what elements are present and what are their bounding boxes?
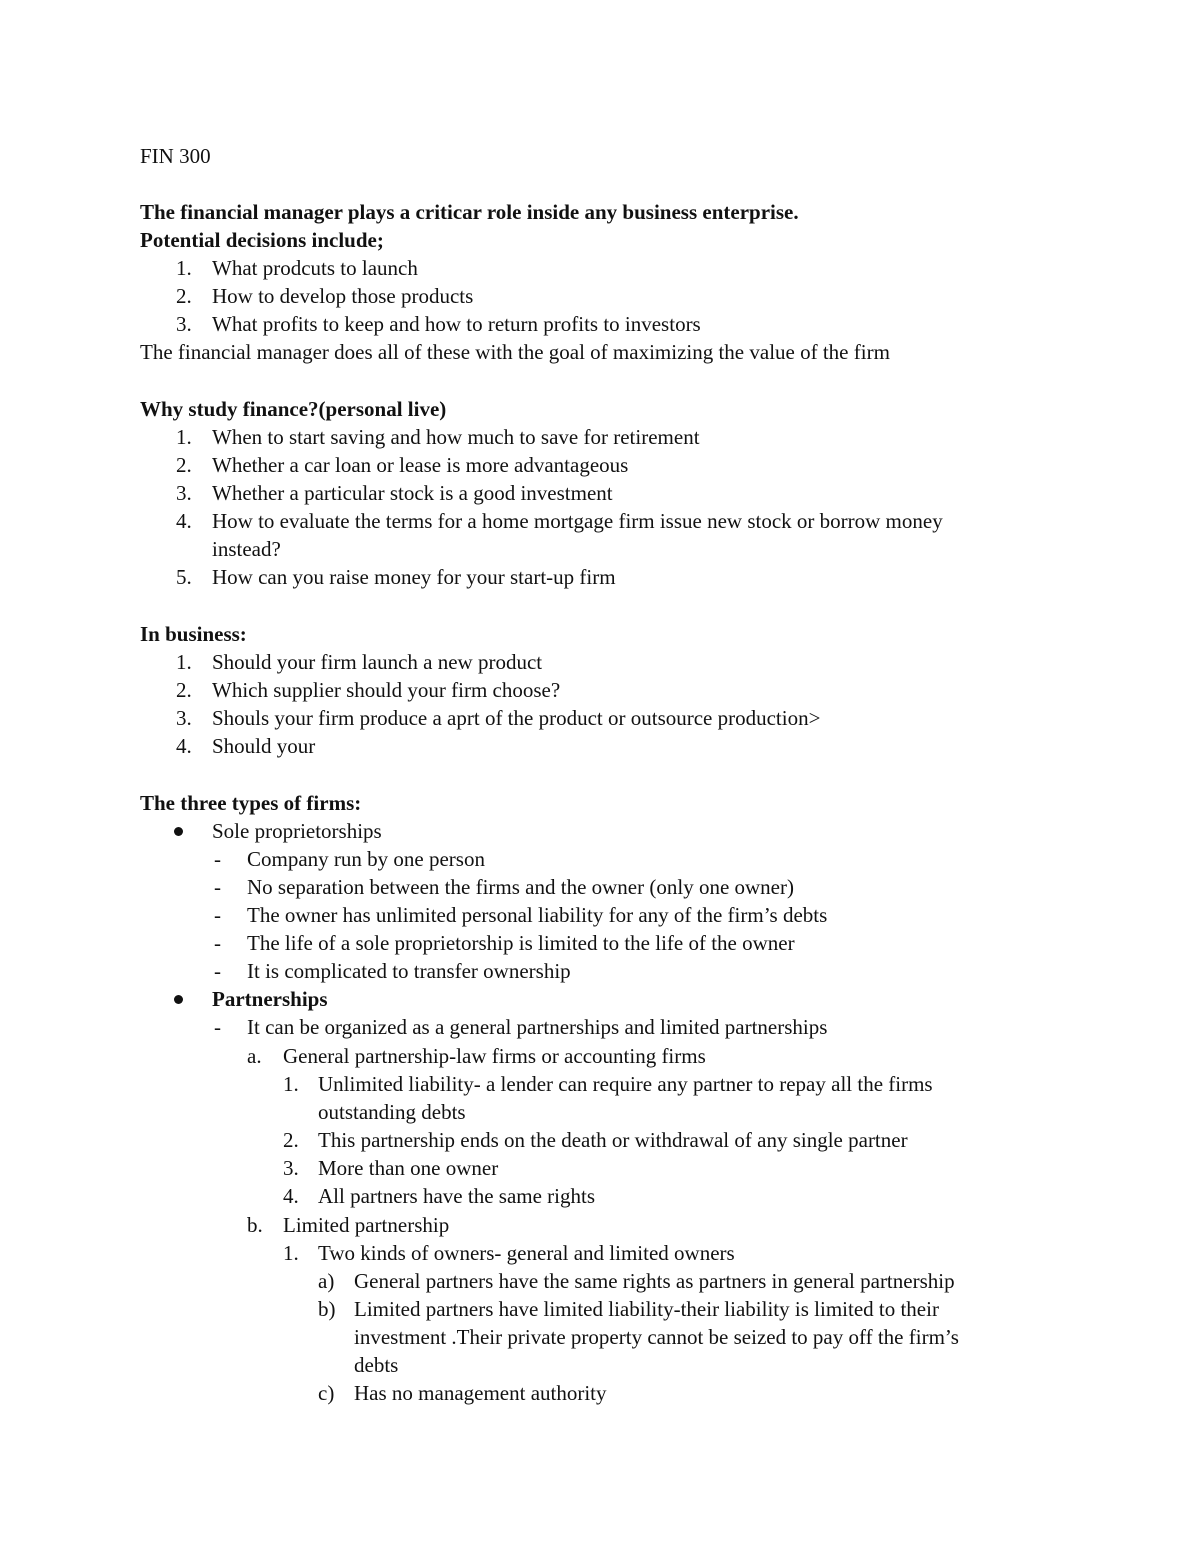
list-item: All partners have the same rights [318, 1184, 595, 1208]
list-number: 3. [176, 312, 192, 336]
list-item: What profits to keep and how to return profits to investors [212, 312, 701, 336]
intro-summary: The financial manager does all of these with the goal of maximizing the value of the firm [140, 340, 890, 364]
limited-partnership-title: Limited partnership [283, 1213, 450, 1237]
list-item: It can be organized as a general partnerships and limited partnerships [247, 1015, 828, 1039]
list-item: Should your firm launch a new product [212, 650, 543, 674]
list-item: Unlimited liability- a lender can require any partner to repay all the firms [318, 1072, 933, 1096]
list-item: Whether a car loan or lease is more advantageous [212, 453, 629, 477]
dash-marker: - [214, 903, 221, 927]
bullet-icon [174, 995, 183, 1004]
list-item-continuation: investment .Their private property cannot be seized to pay off the firm’s [354, 1325, 959, 1349]
list-item: Has no management authority [354, 1381, 607, 1405]
list-item: The owner has unlimited personal liability for any of the firm’s debts [247, 903, 828, 927]
dash-marker: - [214, 959, 221, 983]
dash-marker: - [214, 931, 221, 955]
paren-marker: b) [318, 1297, 336, 1321]
intro-heading: The financial manager plays a criticar role inside any business enterprise. [140, 200, 799, 224]
list-item-continuation: debts [354, 1353, 399, 1377]
letter-marker: a. [247, 1044, 262, 1068]
list-number: 4. [176, 734, 192, 758]
list-item: Two kinds of owners- general and limited owners [318, 1241, 735, 1265]
sole-proprietorships-title: Sole proprietorships [212, 819, 382, 843]
paren-marker: a) [318, 1269, 335, 1293]
list-item: It is complicated to transfer ownership [247, 959, 571, 983]
list-item: Shouls your firm produce a aprt of the product or outsource production> [212, 706, 821, 730]
list-item: The life of a sole proprietorship is limited to the life of the owner [247, 931, 795, 955]
list-item-continuation: outstanding debts [318, 1100, 466, 1124]
list-item: Which supplier should your firm choose? [212, 678, 561, 702]
in-business-heading: In business: [140, 622, 247, 646]
bullet-icon [174, 827, 183, 836]
intro-subheading: Potential decisions include; [140, 228, 384, 252]
list-number: 4. [283, 1184, 299, 1208]
list-item: Should your [212, 734, 316, 758]
list-number: 1. [176, 650, 192, 674]
list-number: 1. [283, 1072, 299, 1096]
list-item: More than one owner [318, 1156, 499, 1180]
list-number: 2. [176, 284, 192, 308]
list-item: How can you raise money for your start-up firm [212, 565, 616, 589]
paren-marker: c) [318, 1381, 335, 1405]
list-item: Whether a particular stock is a good investment [212, 481, 613, 505]
dash-marker: - [214, 875, 221, 899]
list-number: 2. [176, 678, 192, 702]
list-number: 1. [176, 256, 192, 280]
list-item: Company run by one person [247, 847, 485, 871]
list-number: 3. [176, 706, 192, 730]
firm-types-heading: The three types of firms: [140, 791, 362, 815]
letter-marker: b. [247, 1213, 263, 1237]
list-item: When to start saving and how much to save for retirement [212, 425, 700, 449]
list-item-continuation: instead? [212, 537, 281, 561]
list-number: 5. [176, 565, 192, 589]
list-item: What prodcuts to launch [212, 256, 418, 280]
list-number: 4. [176, 509, 192, 533]
partnerships-title: Partnerships [212, 987, 328, 1011]
list-number: 3. [176, 481, 192, 505]
list-item: This partnership ends on the death or withdrawal of any single partner [318, 1128, 908, 1152]
list-number: 2. [176, 453, 192, 477]
list-item: No separation between the firms and the owner (only one owner) [247, 875, 794, 899]
why-study-heading: Why study finance?(personal live) [140, 397, 447, 421]
general-partnership-title: General partnership-law firms or accounting firms [283, 1044, 706, 1068]
list-number: 2. [283, 1128, 299, 1152]
dash-marker: - [214, 1015, 221, 1039]
list-number: 1. [283, 1241, 299, 1265]
list-number: 1. [176, 425, 192, 449]
list-item: Limited partners have limited liability-their liability is limited to their [354, 1297, 939, 1321]
list-item: How to develop those products [212, 284, 474, 308]
list-item: General partners have the same rights as partners in general partnership [354, 1269, 955, 1293]
course-code: FIN 300 [140, 144, 211, 168]
dash-marker: - [214, 847, 221, 871]
list-item: How to evaluate the terms for a home mortgage firm issue new stock or borrow money [212, 509, 943, 533]
list-number: 3. [283, 1156, 299, 1180]
